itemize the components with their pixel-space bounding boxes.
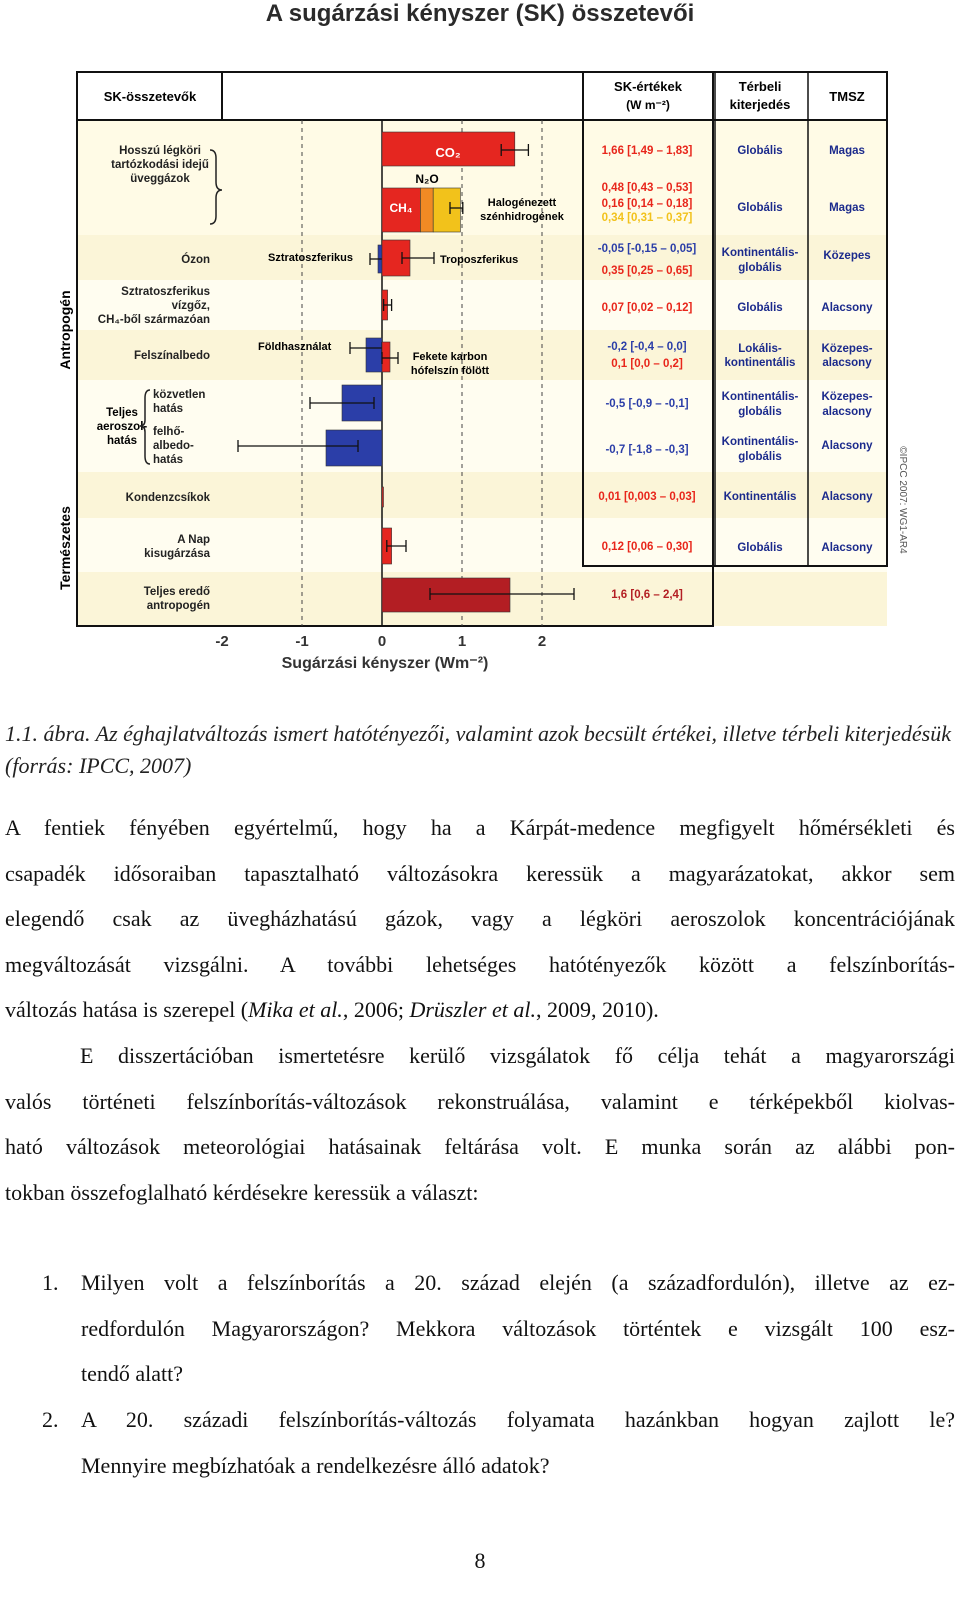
annotation-stratospheric: Sztratoszferikus bbox=[268, 252, 353, 264]
text-span: változás hatása is szerepel ( bbox=[5, 997, 249, 1023]
row-label: Felszínalbedo bbox=[133, 350, 210, 362]
annotation-halocarbons: Halogénezett bbox=[487, 197, 557, 209]
x-tick-label: -1 bbox=[295, 633, 309, 650]
value-text: -0,5 [-0,9 – -0,1] bbox=[605, 398, 689, 410]
extent-text: Kontinentális- bbox=[721, 391, 799, 403]
copyright: ©IPCC 2007: WG1-AR4 bbox=[897, 446, 908, 554]
extent-text: Kontinentális- bbox=[721, 247, 799, 259]
bar-land-use bbox=[366, 338, 382, 372]
paragraph-line: valós történeti felszínborítás-változások rekonstruálása, valamint e térképekből kiolvas- bbox=[5, 1088, 955, 1114]
list-line: A 20. századi felszínborítás-változás folyamata hazánkban hogyan zajlott le? bbox=[81, 1407, 955, 1432]
side-label-anthropogenic: Antropogén bbox=[57, 290, 73, 370]
extent-text: kontinentális bbox=[724, 357, 796, 369]
value-text: 0,48 [0,43 – 0,53] bbox=[601, 182, 693, 194]
paragraph-line: tokban összefoglalható kérdésekre keressük a választ: bbox=[5, 1179, 479, 1205]
header-values-unit: (W m⁻²) bbox=[626, 98, 670, 112]
header-values: SK-értékek bbox=[614, 79, 682, 94]
side-label-natural: Természetes bbox=[57, 506, 73, 590]
row-label: felhő- bbox=[153, 426, 185, 438]
value-text: 0,12 [0,06 – 0,30] bbox=[601, 541, 693, 553]
extent-text: Globális bbox=[737, 542, 783, 554]
value-text: 0,1 [0,0 – 0,2] bbox=[611, 358, 683, 370]
paragraph-line: megváltozását vizsgálni. A további lehetséges hatótényezők között a felszínborítás- bbox=[5, 951, 955, 977]
row-label: Teljes eredő bbox=[143, 586, 210, 598]
list-line: Milyen volt a felszínborítás a 20. század elején (a századfordulón), illetve az ez- bbox=[81, 1270, 955, 1295]
forcing-chart bbox=[0, 40, 960, 690]
tmsz-text: Közepes- bbox=[821, 343, 873, 355]
extent-text: Kontinentális- bbox=[721, 436, 799, 448]
annotation-tropospheric: Troposzferikus bbox=[440, 254, 519, 266]
extent-text: Lokális- bbox=[738, 343, 782, 355]
tmsz-text: Magas bbox=[829, 145, 865, 157]
list-number: 1. bbox=[42, 1270, 59, 1295]
row-label: A Nap bbox=[177, 534, 210, 546]
header-extent: Térbeli bbox=[738, 79, 782, 94]
value-text: 0,01 [0,003 – 0,03] bbox=[598, 491, 696, 503]
extent-text: Globális bbox=[737, 202, 783, 214]
tmsz-text: Alacsony bbox=[821, 302, 873, 314]
row-label: üveggázok bbox=[130, 173, 190, 185]
paragraph-line: E disszertációban ismertetésre kerülő vizsgálatok fő célja tehát a magyarországi bbox=[80, 1043, 955, 1068]
row-label: antropogén bbox=[146, 600, 210, 612]
text-span: , 2009, 2010). bbox=[535, 997, 659, 1023]
annotation-ch4: CH₄ bbox=[389, 201, 413, 215]
bar-halocarbons bbox=[433, 188, 460, 232]
list-number: 2. bbox=[42, 1407, 59, 1432]
paragraph-line: ható változások meteorológiai hatásainak feltárása volt. E munka során az alábbi pon- bbox=[5, 1134, 955, 1160]
value-text: 0,07 [0,02 – 0,12] bbox=[601, 302, 693, 314]
row-label: tartózkodási idejű bbox=[111, 159, 209, 171]
extent-text: globális bbox=[738, 406, 782, 418]
bar-n2o bbox=[420, 188, 433, 232]
x-axis-label: Sugárzási kényszer (Wm⁻²) bbox=[281, 655, 489, 672]
figure-caption: 1.1. ábra. Az éghajlatváltozás ismert hatótényezői, valamint azok becsült értékei, illetve térbeli kiterjedésük (forrás: IPCC, 2007) bbox=[5, 721, 951, 778]
tmsz-text: Alacsony bbox=[821, 440, 873, 452]
paragraph-line bbox=[5, 987, 955, 1033]
bar-black-carbon bbox=[382, 342, 390, 372]
tmsz-text: alacsony bbox=[822, 406, 872, 418]
row-label: hatás bbox=[153, 454, 184, 466]
bar-net-anthropogenic bbox=[382, 578, 510, 612]
paragraph-line: csapadék idősoraiban tapasztalható változásokra keressük a magyarázatokat, akkor sem bbox=[5, 860, 955, 886]
extent-text: globális bbox=[738, 262, 782, 274]
bar-aerosol-cloud bbox=[326, 430, 382, 466]
row-label: Hosszú légköri bbox=[119, 145, 201, 157]
tmsz-text: alacsony bbox=[822, 357, 872, 369]
tmsz-text: Közepes bbox=[823, 250, 871, 262]
paragraph-line: elegendő csak az üvegházhatású gázok, vagy a légköri aeroszolok koncentrációjának bbox=[5, 906, 955, 932]
row-label: vízgőz, bbox=[171, 300, 210, 312]
citation-author: Drüszler et al. bbox=[409, 997, 536, 1023]
row-label: Ózon bbox=[181, 254, 210, 266]
page-number: 8 bbox=[474, 1548, 486, 1573]
value-text: 0,35 [0,25 – 0,65] bbox=[601, 265, 693, 277]
citation-author: Mika et al. bbox=[248, 997, 343, 1023]
aerosol-group-label: aeroszol- bbox=[96, 421, 148, 433]
x-tick-label: -2 bbox=[215, 633, 229, 650]
value-text: 0,16 [0,14 – 0,18] bbox=[601, 198, 693, 210]
value-text: 1,6 [0,6 – 2,4] bbox=[611, 589, 683, 601]
x-tick-label: 2 bbox=[537, 633, 547, 650]
x-tick-label: 0 bbox=[377, 633, 387, 650]
annotation-black-carbon: hófelszín fölött bbox=[410, 365, 490, 377]
annotation-halocarbons: szénhidrogének bbox=[480, 211, 564, 223]
annotation-n2o: N₂O bbox=[415, 172, 439, 186]
value-text: -0,2 [-0,4 – 0,0] bbox=[607, 341, 687, 353]
text-span: , 2006; bbox=[342, 997, 410, 1023]
row-label: Sztratoszferikus bbox=[121, 286, 210, 298]
tmsz-text: Alacsony bbox=[821, 491, 873, 503]
annotation-black-carbon: Fekete karbon bbox=[412, 351, 488, 363]
extent-text: globális bbox=[738, 451, 782, 463]
row-label: hatás bbox=[153, 403, 184, 415]
header-tmsz: TMSZ bbox=[829, 89, 865, 104]
extent-text: Globális bbox=[737, 302, 783, 314]
paragraph-line: A fentiek fényében egyértelmű, hogy ha a Kárpát-medence megfigyelt hőmérsékleti és bbox=[5, 815, 955, 840]
annotation-co2: CO₂ bbox=[435, 145, 461, 160]
row-label: CH₄-ből származóan bbox=[97, 314, 210, 326]
value-text: 1,66 [1,49 – 1,83] bbox=[601, 145, 693, 157]
figure-title: A sugárzási kényszer (SK) összetevői bbox=[265, 0, 695, 27]
value-text: 0,34 [0,31 – 0,37] bbox=[601, 212, 693, 224]
row-label: kisugárzása bbox=[144, 548, 210, 560]
list-line: tendő alatt? bbox=[81, 1361, 184, 1386]
bar-contrails bbox=[382, 487, 384, 507]
row-label: Kondenzcsíkok bbox=[125, 492, 210, 504]
row-label: közvetlen bbox=[153, 389, 206, 401]
extent-text: Kontinentális bbox=[723, 491, 797, 503]
x-tick-label: 1 bbox=[457, 633, 467, 650]
tmsz-text: Magas bbox=[829, 202, 865, 214]
aerosol-group-label: Teljes bbox=[106, 407, 138, 419]
tmsz-text: Alacsony bbox=[821, 542, 873, 554]
list-line: Mennyire megbízhatóak a rendelkezésre álló adatok? bbox=[81, 1453, 550, 1478]
row-label: albedo- bbox=[153, 440, 194, 452]
header-extent: kiterjedés bbox=[729, 97, 791, 112]
tmsz-text: Közepes- bbox=[821, 391, 873, 403]
aerosol-group-label: hatás bbox=[106, 435, 138, 447]
extent-text: Globális bbox=[737, 145, 783, 157]
header-components: SK-összetevők bbox=[103, 89, 197, 104]
value-text: -0,7 [-1,8 – -0,3] bbox=[605, 444, 689, 456]
list-line: redfordulón Magyarországon? Mekkora változások történtek e vizsgált 100 esz- bbox=[81, 1316, 955, 1341]
annotation-land-use: Földhasználat bbox=[258, 341, 332, 353]
value-text: -0,05 [-0,15 – 0,05] bbox=[597, 243, 697, 255]
